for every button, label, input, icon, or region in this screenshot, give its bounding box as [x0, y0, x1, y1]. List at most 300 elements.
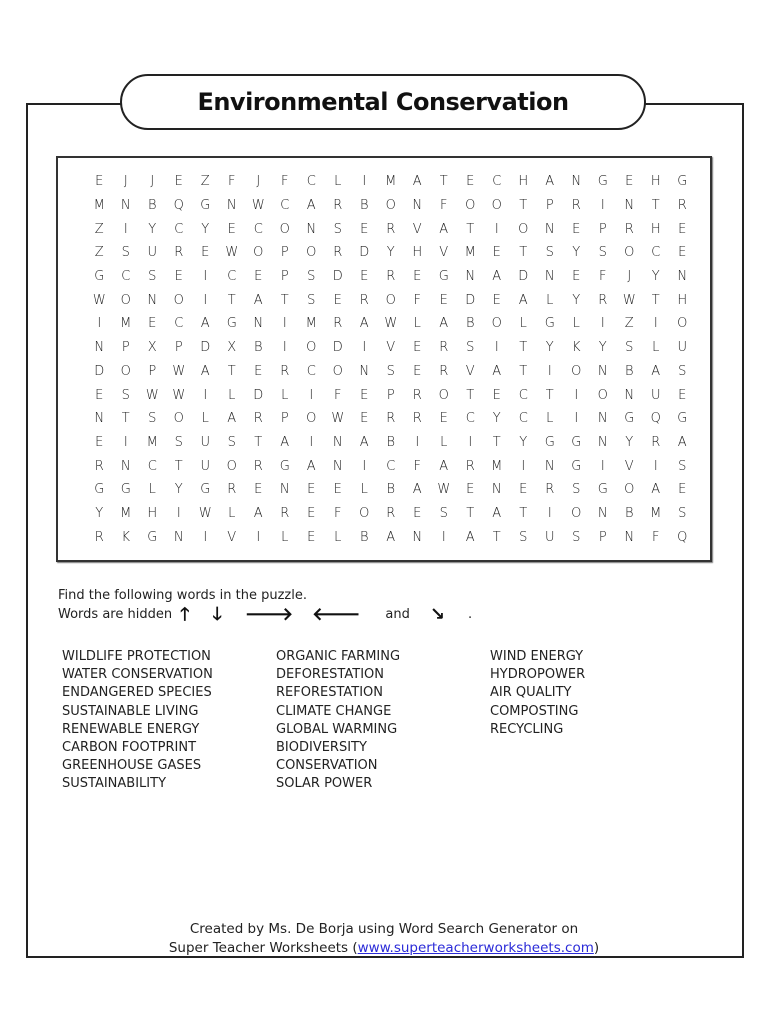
- grid-letter: T: [519, 245, 528, 261]
- grid-letter: B: [359, 198, 369, 214]
- grid-letter: N: [147, 292, 158, 308]
- grid-row: [86, 336, 696, 360]
- grid-letter: E: [678, 221, 687, 237]
- grid-letter: T: [254, 434, 263, 450]
- grid-letter: S: [678, 505, 687, 521]
- grid-letter: O: [306, 411, 317, 427]
- grid-letter: R: [651, 434, 661, 450]
- grid-letter: G: [624, 411, 635, 427]
- grid-letter: I: [176, 505, 181, 521]
- grid-letter: Y: [492, 411, 501, 427]
- grid-letter: R: [333, 316, 343, 332]
- grid-letter: P: [598, 221, 607, 237]
- word-list-item: CLIMATE CHANGE: [276, 703, 392, 719]
- grid-letter: G: [571, 434, 582, 450]
- grid-letter: A: [651, 363, 661, 379]
- grid-letter: T: [121, 411, 130, 427]
- word-list-column-3: [490, 648, 620, 794]
- grid-letter: T: [492, 434, 501, 450]
- grid-letter: T: [492, 529, 501, 545]
- grid-letter: F: [281, 174, 289, 190]
- grid-letter: G: [200, 482, 211, 498]
- grid-letter: I: [653, 458, 658, 474]
- grid-letter: T: [519, 198, 528, 214]
- grid-letter: C: [174, 316, 184, 332]
- word-list-column-2: [276, 648, 490, 794]
- grid-letter: N: [491, 482, 502, 498]
- arrow-up-icon: 🡑: [180, 603, 190, 625]
- grid-letter: W: [172, 387, 186, 403]
- grid-letter: R: [598, 292, 608, 308]
- grid-letter: G: [147, 529, 158, 545]
- grid-letter: X: [227, 340, 237, 356]
- grid-letter: S: [545, 245, 554, 261]
- grid-letter: I: [441, 529, 446, 545]
- grid-letter: E: [174, 269, 183, 285]
- grid-letter: S: [678, 363, 687, 379]
- grid-letter: I: [547, 505, 552, 521]
- grid-letter: G: [677, 411, 688, 427]
- grid-row: [86, 265, 696, 289]
- grid-letter: E: [625, 174, 634, 190]
- grid-letter: I: [574, 387, 579, 403]
- grid-letter: U: [147, 245, 157, 261]
- grid-letter: R: [280, 363, 290, 379]
- grid-row: [86, 431, 696, 455]
- grid-letter: T: [439, 174, 448, 190]
- grid-letter: E: [439, 292, 448, 308]
- grid-letter: J: [627, 269, 632, 285]
- grid-letter: U: [200, 434, 210, 450]
- grid-letter: O: [279, 221, 290, 237]
- grid-letter: D: [518, 269, 529, 285]
- grid-letter: H: [412, 245, 423, 261]
- grid-letter: O: [677, 316, 688, 332]
- grid-letter: H: [650, 221, 661, 237]
- grid-letter: I: [309, 434, 314, 450]
- grid-letter: C: [651, 245, 661, 261]
- grid-letter: A: [200, 363, 210, 379]
- grid-letter: O: [518, 221, 529, 237]
- credits-line2: [0, 939, 768, 958]
- word-list-item: SOLAR POWER: [276, 776, 373, 792]
- grid-letter: A: [439, 221, 449, 237]
- grid-letter: J: [150, 174, 155, 190]
- grid-letter: S: [307, 292, 316, 308]
- grid-row: [86, 360, 696, 384]
- grid-row: [86, 407, 696, 431]
- grid-letter: B: [147, 198, 157, 214]
- grid-letter: T: [174, 458, 183, 474]
- grid-letter: E: [413, 363, 422, 379]
- grid-letter: D: [332, 340, 343, 356]
- grid-letter: A: [677, 434, 687, 450]
- grid-letter: S: [598, 245, 607, 261]
- grid-letter: O: [120, 363, 131, 379]
- credits-footer: [0, 920, 768, 958]
- grid-letter: E: [572, 221, 581, 237]
- word-list-item: CARBON FOOTPRINT: [62, 740, 197, 756]
- instructions-line1: Find the following words in the puzzle.: [58, 588, 307, 603]
- grid-letter: N: [624, 529, 635, 545]
- grid-letter: R: [624, 221, 634, 237]
- grid-letter: I: [123, 434, 128, 450]
- grid-letter: R: [227, 482, 237, 498]
- grid-letter: Y: [598, 340, 607, 356]
- grid-letter: L: [228, 387, 236, 403]
- grid-letter: I: [123, 221, 128, 237]
- grid-letter: W: [622, 292, 636, 308]
- grid-letter: N: [597, 363, 608, 379]
- grid-letter: E: [333, 292, 342, 308]
- grid-letter: S: [148, 411, 157, 427]
- arrow-left-icon: 🡐: [312, 603, 361, 625]
- grid-letter: P: [280, 411, 289, 427]
- word-list-item: COMPOSTING: [490, 703, 579, 719]
- grid-letter: R: [174, 245, 184, 261]
- grid-letter: A: [253, 505, 263, 521]
- grid-letter: T: [466, 387, 475, 403]
- grid-letter: P: [280, 245, 289, 261]
- grid-letter: O: [385, 292, 396, 308]
- grid-letter: T: [651, 292, 660, 308]
- grid-letter: U: [650, 387, 661, 403]
- word-list-column-1: [62, 648, 276, 794]
- grid-letter: L: [546, 292, 554, 308]
- grid-letter: T: [519, 505, 528, 521]
- grid-letter: N: [465, 269, 476, 285]
- grid-letter: I: [653, 316, 658, 332]
- grid-row: [86, 312, 696, 336]
- grid-letter: M: [93, 198, 105, 214]
- grid-letter: R: [571, 198, 581, 214]
- grid-letter: E: [360, 387, 369, 403]
- grid-letter: R: [386, 221, 396, 237]
- grid-letter: R: [94, 458, 104, 474]
- grid-letter: B: [359, 529, 369, 545]
- grid-letter: E: [572, 269, 581, 285]
- instructions-line2: [58, 605, 472, 624]
- grid-letter: I: [494, 340, 499, 356]
- grid-letter: A: [412, 482, 422, 498]
- grid-letter: K: [571, 340, 581, 356]
- word-list-item: BIODIVERSITY: [276, 740, 367, 756]
- grid-letter: G: [544, 434, 555, 450]
- grid-letter: L: [281, 387, 289, 403]
- grid-letter: T: [651, 198, 660, 214]
- grid-letter: E: [360, 411, 369, 427]
- grid-letter: F: [413, 292, 421, 308]
- grid-letter: O: [226, 458, 237, 474]
- grid-row: [86, 170, 696, 194]
- grid-letter: T: [519, 363, 528, 379]
- grid-letter: C: [121, 269, 131, 285]
- grid-letter: N: [597, 434, 608, 450]
- grid-letter: E: [519, 482, 528, 498]
- grid-letter: N: [597, 411, 608, 427]
- grid-letter: V: [439, 245, 449, 261]
- grid-letter: S: [148, 269, 157, 285]
- grid-letter: E: [492, 387, 501, 403]
- grid-letter: I: [468, 434, 473, 450]
- grid-letter: Y: [572, 245, 581, 261]
- grid-letter: W: [331, 411, 345, 427]
- grid-letter: S: [678, 458, 687, 474]
- grid-letter: N: [306, 221, 317, 237]
- word-list-item: REFORESTATION: [276, 685, 384, 701]
- grid-letter: A: [227, 411, 237, 427]
- grid-letter: S: [227, 434, 236, 450]
- grid-letter: L: [334, 174, 342, 190]
- grid-letter: Z: [94, 245, 104, 261]
- grid-letter: R: [253, 458, 263, 474]
- grid-letter: D: [94, 363, 105, 379]
- grid-letter: D: [253, 387, 264, 403]
- credits-prefix: Super Teacher Worksheets (: [168, 940, 358, 956]
- grid-letter: R: [280, 505, 290, 521]
- word-list-item: HYDROPOWER: [490, 667, 586, 683]
- grid-letter: O: [438, 387, 449, 403]
- grid-letter: T: [519, 340, 528, 356]
- grid-letter: E: [413, 505, 422, 521]
- credits-line1: Created by Ms. De Borja using Word Search Generator on: [189, 921, 579, 937]
- grid-letter: J: [256, 174, 261, 190]
- word-list-item: SUSTAINABLE LIVING: [62, 703, 199, 719]
- grid-letter: Q: [650, 411, 661, 427]
- grid-letter: R: [677, 198, 687, 214]
- grid-letter: R: [545, 482, 555, 498]
- grid-letter: I: [521, 458, 526, 474]
- grid-letter: E: [254, 269, 263, 285]
- grid-letter: I: [309, 387, 314, 403]
- and-text: and: [385, 607, 410, 622]
- grid-letter: P: [280, 269, 289, 285]
- grid-letter: O: [491, 316, 502, 332]
- grid-row: [86, 525, 696, 549]
- grid-letter: M: [120, 316, 132, 332]
- grid-letter: O: [597, 387, 608, 403]
- word-list: [62, 648, 620, 794]
- grid-letter: W: [92, 292, 106, 308]
- grid-letter: L: [440, 434, 448, 450]
- grid-letter: L: [334, 529, 342, 545]
- grid-row: [86, 217, 696, 241]
- grid-letter: Y: [386, 245, 395, 261]
- grid-letter: L: [546, 411, 554, 427]
- grid-letter: I: [97, 316, 102, 332]
- grid-letter: O: [491, 198, 502, 214]
- grid-letter: L: [148, 482, 156, 498]
- grid-letter: S: [174, 434, 183, 450]
- grid-letter: E: [678, 387, 687, 403]
- grid-letter: D: [200, 340, 211, 356]
- grid-letter: E: [254, 482, 263, 498]
- word-search-grid: [86, 170, 696, 549]
- grid-letter: D: [465, 292, 476, 308]
- grid-letter: G: [94, 269, 105, 285]
- grid-letter: A: [306, 198, 316, 214]
- grid-letter: P: [174, 340, 183, 356]
- grid-letter: O: [173, 411, 184, 427]
- grid-letter: I: [282, 340, 287, 356]
- grid-letter: A: [412, 174, 422, 190]
- website-link[interactable]: www.superteacherworksheets.com: [357, 940, 594, 956]
- grid-letter: R: [412, 411, 422, 427]
- grid-letter: F: [440, 198, 448, 214]
- grid-letter: T: [227, 363, 236, 379]
- grid-letter: L: [360, 482, 368, 498]
- grid-letter: N: [332, 434, 343, 450]
- grid-letter: G: [279, 458, 290, 474]
- instructions: [58, 586, 472, 624]
- grid-letter: E: [174, 174, 183, 190]
- grid-letter: A: [306, 458, 316, 474]
- grid-letter: A: [651, 482, 661, 498]
- grid-letter: P: [386, 387, 395, 403]
- grid-letter: N: [597, 505, 608, 521]
- grid-letter: I: [600, 198, 605, 214]
- grid-letter: N: [94, 340, 105, 356]
- grid-letter: Y: [625, 434, 634, 450]
- grid-letter: P: [121, 340, 130, 356]
- word-list-item: GREENHOUSE GASES: [62, 758, 202, 774]
- grid-letter: C: [280, 198, 290, 214]
- grid-letter: S: [572, 529, 581, 545]
- grid-letter: N: [253, 316, 264, 332]
- grid-letter: B: [386, 482, 395, 498]
- grid-letter: I: [494, 221, 499, 237]
- grid-letter: C: [174, 221, 184, 237]
- grid-letter: Z: [624, 316, 634, 332]
- grid-letter: I: [547, 363, 552, 379]
- grid-letter: T: [466, 221, 475, 237]
- grid-letter: E: [492, 245, 501, 261]
- grid-letter: M: [650, 505, 662, 521]
- grid-letter: J: [123, 174, 128, 190]
- grid-letter: E: [254, 363, 263, 379]
- arrow-down-right-icon: ↘: [429, 603, 445, 625]
- grid-letter: G: [597, 482, 608, 498]
- grid-letter: V: [465, 363, 475, 379]
- grid-row: [86, 383, 696, 407]
- grid-letter: P: [598, 529, 607, 545]
- grid-letter: L: [281, 529, 289, 545]
- grid-letter: A: [253, 292, 263, 308]
- grid-letter: A: [359, 316, 369, 332]
- grid-letter: E: [307, 529, 316, 545]
- grid-row: [86, 288, 696, 312]
- grid-letter: R: [412, 387, 422, 403]
- grid-letter: I: [203, 387, 208, 403]
- word-list-item: AIR QUALITY: [490, 685, 572, 701]
- grid-letter: N: [173, 529, 184, 545]
- instructions-prefix: Words are hidden: [58, 607, 173, 622]
- grid-letter: E: [95, 434, 104, 450]
- grid-letter: B: [624, 363, 634, 379]
- grid-letter: E: [333, 482, 342, 498]
- grid-letter: T: [466, 505, 475, 521]
- word-list-item: ORGANIC FARMING: [276, 649, 401, 664]
- page-title: Environmental Conservation: [197, 88, 569, 116]
- grid-letter: O: [306, 245, 317, 261]
- grid-letter: H: [147, 505, 158, 521]
- title-banner: [120, 74, 646, 130]
- grid-letter: X: [147, 340, 157, 356]
- grid-letter: P: [148, 363, 157, 379]
- grid-letter: Y: [572, 292, 581, 308]
- grid-letter: E: [678, 245, 687, 261]
- grid-letter: N: [412, 198, 423, 214]
- grid-letter: G: [120, 482, 131, 498]
- grid-letter: A: [492, 269, 502, 285]
- grid-letter: R: [253, 411, 263, 427]
- grid-letter: R: [359, 292, 369, 308]
- grid-letter: L: [201, 411, 209, 427]
- grid-letter: F: [334, 505, 342, 521]
- word-list-item: WIND ENERGY: [490, 649, 584, 664]
- grid-letter: M: [385, 174, 397, 190]
- grid-letter: Z: [94, 221, 104, 237]
- grid-letter: N: [120, 458, 131, 474]
- grid-letter: S: [121, 387, 130, 403]
- grid-letter: C: [306, 174, 316, 190]
- grid-letter: C: [306, 363, 316, 379]
- grid-letter: O: [571, 363, 582, 379]
- grid-letter: W: [145, 387, 159, 403]
- grid-letter: W: [198, 505, 212, 521]
- grid-letter: E: [307, 482, 316, 498]
- grid-letter: N: [571, 174, 582, 190]
- instructions-end: .: [467, 607, 473, 622]
- grid-letter: N: [677, 269, 688, 285]
- word-list-item: WATER CONSERVATION: [62, 667, 213, 683]
- grid-letter: Y: [651, 269, 660, 285]
- grid-letter: A: [386, 529, 396, 545]
- arrow-down-icon: 🡓: [212, 603, 222, 625]
- grid-letter: C: [518, 387, 528, 403]
- grid-letter: N: [359, 363, 370, 379]
- grid-letter: O: [253, 245, 264, 261]
- grid-letter: E: [413, 340, 422, 356]
- grid-letter: I: [600, 316, 605, 332]
- word-list-item: GLOBAL WARMING: [276, 721, 398, 737]
- grid-letter: E: [95, 174, 104, 190]
- grid-letter: E: [678, 482, 687, 498]
- grid-letter: F: [599, 269, 607, 285]
- grid-letter: Y: [148, 221, 157, 237]
- grid-letter: A: [439, 316, 449, 332]
- grid-letter: R: [386, 505, 396, 521]
- grid-letter: H: [518, 174, 529, 190]
- grid-letter: V: [412, 221, 422, 237]
- grid-letter: R: [333, 198, 343, 214]
- grid-letter: E: [307, 505, 316, 521]
- grid-letter: A: [439, 458, 449, 474]
- grid-letter: E: [360, 221, 369, 237]
- grid-letter: Z: [200, 174, 210, 190]
- grid-letter: R: [465, 458, 475, 474]
- grid-letter: I: [362, 174, 367, 190]
- grid-letter: M: [464, 245, 476, 261]
- grid-letter: L: [413, 316, 421, 332]
- arrow-right-icon: 🡒: [244, 603, 294, 625]
- grid-letter: A: [200, 316, 210, 332]
- grid-letter: S: [572, 482, 581, 498]
- grid-letter: I: [415, 434, 420, 450]
- grid-letter: O: [332, 363, 343, 379]
- grid-letter: E: [466, 482, 475, 498]
- grid-letter: V: [624, 458, 634, 474]
